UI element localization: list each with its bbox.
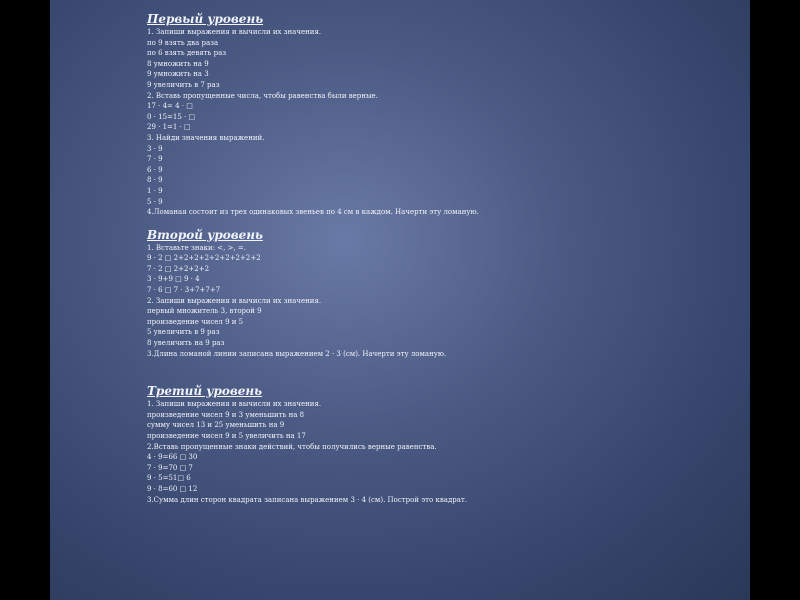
level-1-section — [147, 11, 742, 218]
task-line: 9 умножить на 3 — [147, 70, 209, 79]
task-line: произведение чисел 9 и 3 уменьшить на 8 — [147, 410, 305, 419]
task-line: 1. Вставьте знаки: <, >, =. — [147, 243, 247, 252]
task-line: первый множитель 3, второй 9 — [147, 307, 262, 316]
task-line: 8 умножить на 9 — [147, 59, 209, 68]
task-line: 4 · 9=66 □ 30 — [147, 453, 198, 462]
task-line: 2. Вставь пропущенные числа, чтобы равенства были верные. — [147, 91, 378, 100]
task-line: 1. Запиши выражения и вычисли их значения. — [147, 400, 322, 409]
task-line: 3.Сумма длин сторон квадрата записана выражением 3 · 4 (см). Построй это квадрат. — [147, 495, 468, 504]
level-2-heading: Второй уровень — [147, 227, 263, 242]
task-line: по 9 взять два раза — [147, 38, 219, 47]
slide-content — [147, 11, 742, 505]
task-line: 8 увеличить на 9 раз — [147, 339, 225, 348]
level-1-lines — [147, 27, 742, 218]
slide — [50, 0, 750, 600]
task-line: 9 · 8=60 □ 12 — [147, 484, 198, 493]
task-line: произведение чисел 9 и 5 увеличить на 17 — [147, 432, 306, 440]
task-line: 2.Вставь пропущенные знаки действий, чтобы получились верные равенства. — [147, 442, 437, 451]
task-line: 29 · 1=1 · □ — [147, 123, 191, 132]
task-line: 7 · 9 — [147, 155, 163, 164]
task-line: 3 · 9+9 □ 9 · 4 — [147, 275, 200, 284]
task-line: 17 · 4= 4 · □ — [147, 102, 193, 111]
task-line: 4.Ломаная состоит из трех одинаковых звеньев по 4 см в каждом. Начерти эту ломаную. — [147, 208, 479, 217]
task-line: 3.Длина ломаной линии записана выражением 2 · 3 (см). Начерти эту ломаную. — [147, 349, 447, 358]
level-2-lines — [147, 243, 742, 360]
task-line: 5 увеличить в 9 раз — [147, 328, 220, 337]
task-line: по 6 взять девять раз — [147, 49, 227, 58]
task-line: 5 · 9 — [147, 197, 163, 206]
task-line: произведение чисел 9 и 5 — [147, 317, 244, 326]
level-3-section — [147, 383, 742, 505]
level-3-heading: Третий уровень — [147, 384, 263, 399]
task-line: 9 · 5=51□ 6 — [147, 474, 191, 483]
task-line: 7 · 9=70 □ 7 — [147, 463, 193, 472]
task-line: 7 · 2 □ 2+2+2+2 — [147, 264, 210, 273]
task-line: 0 · 15=15 · □ — [147, 112, 196, 121]
level-1-heading: Первый уровень — [147, 12, 264, 26]
level-3-lines — [147, 399, 742, 505]
task-line: 1. Запиши выражения и вычисли их значения. — [147, 28, 322, 36]
task-line: 6 · 9 — [147, 165, 163, 174]
task-line: 9 увеличить в 7 раз — [147, 80, 220, 89]
task-line: 9 · 2 □ 2+2+2+2+2+2+2+2+2 — [147, 254, 261, 263]
task-line: 8 · 9 — [147, 176, 163, 185]
task-line: сумму чисел 13 и 25 уменьшить на 9 — [147, 421, 285, 430]
level-2-section — [147, 227, 742, 360]
task-line: 3 · 9 — [147, 144, 163, 153]
task-line: 7 · 6 □ 7 · 3+7+7+7 — [147, 286, 221, 295]
task-line: 1 · 9 — [147, 186, 163, 195]
task-line: 2. Запиши выражения и вычисли их значения. — [147, 296, 322, 305]
task-line: 3. Найди значения выражений. — [147, 133, 265, 142]
